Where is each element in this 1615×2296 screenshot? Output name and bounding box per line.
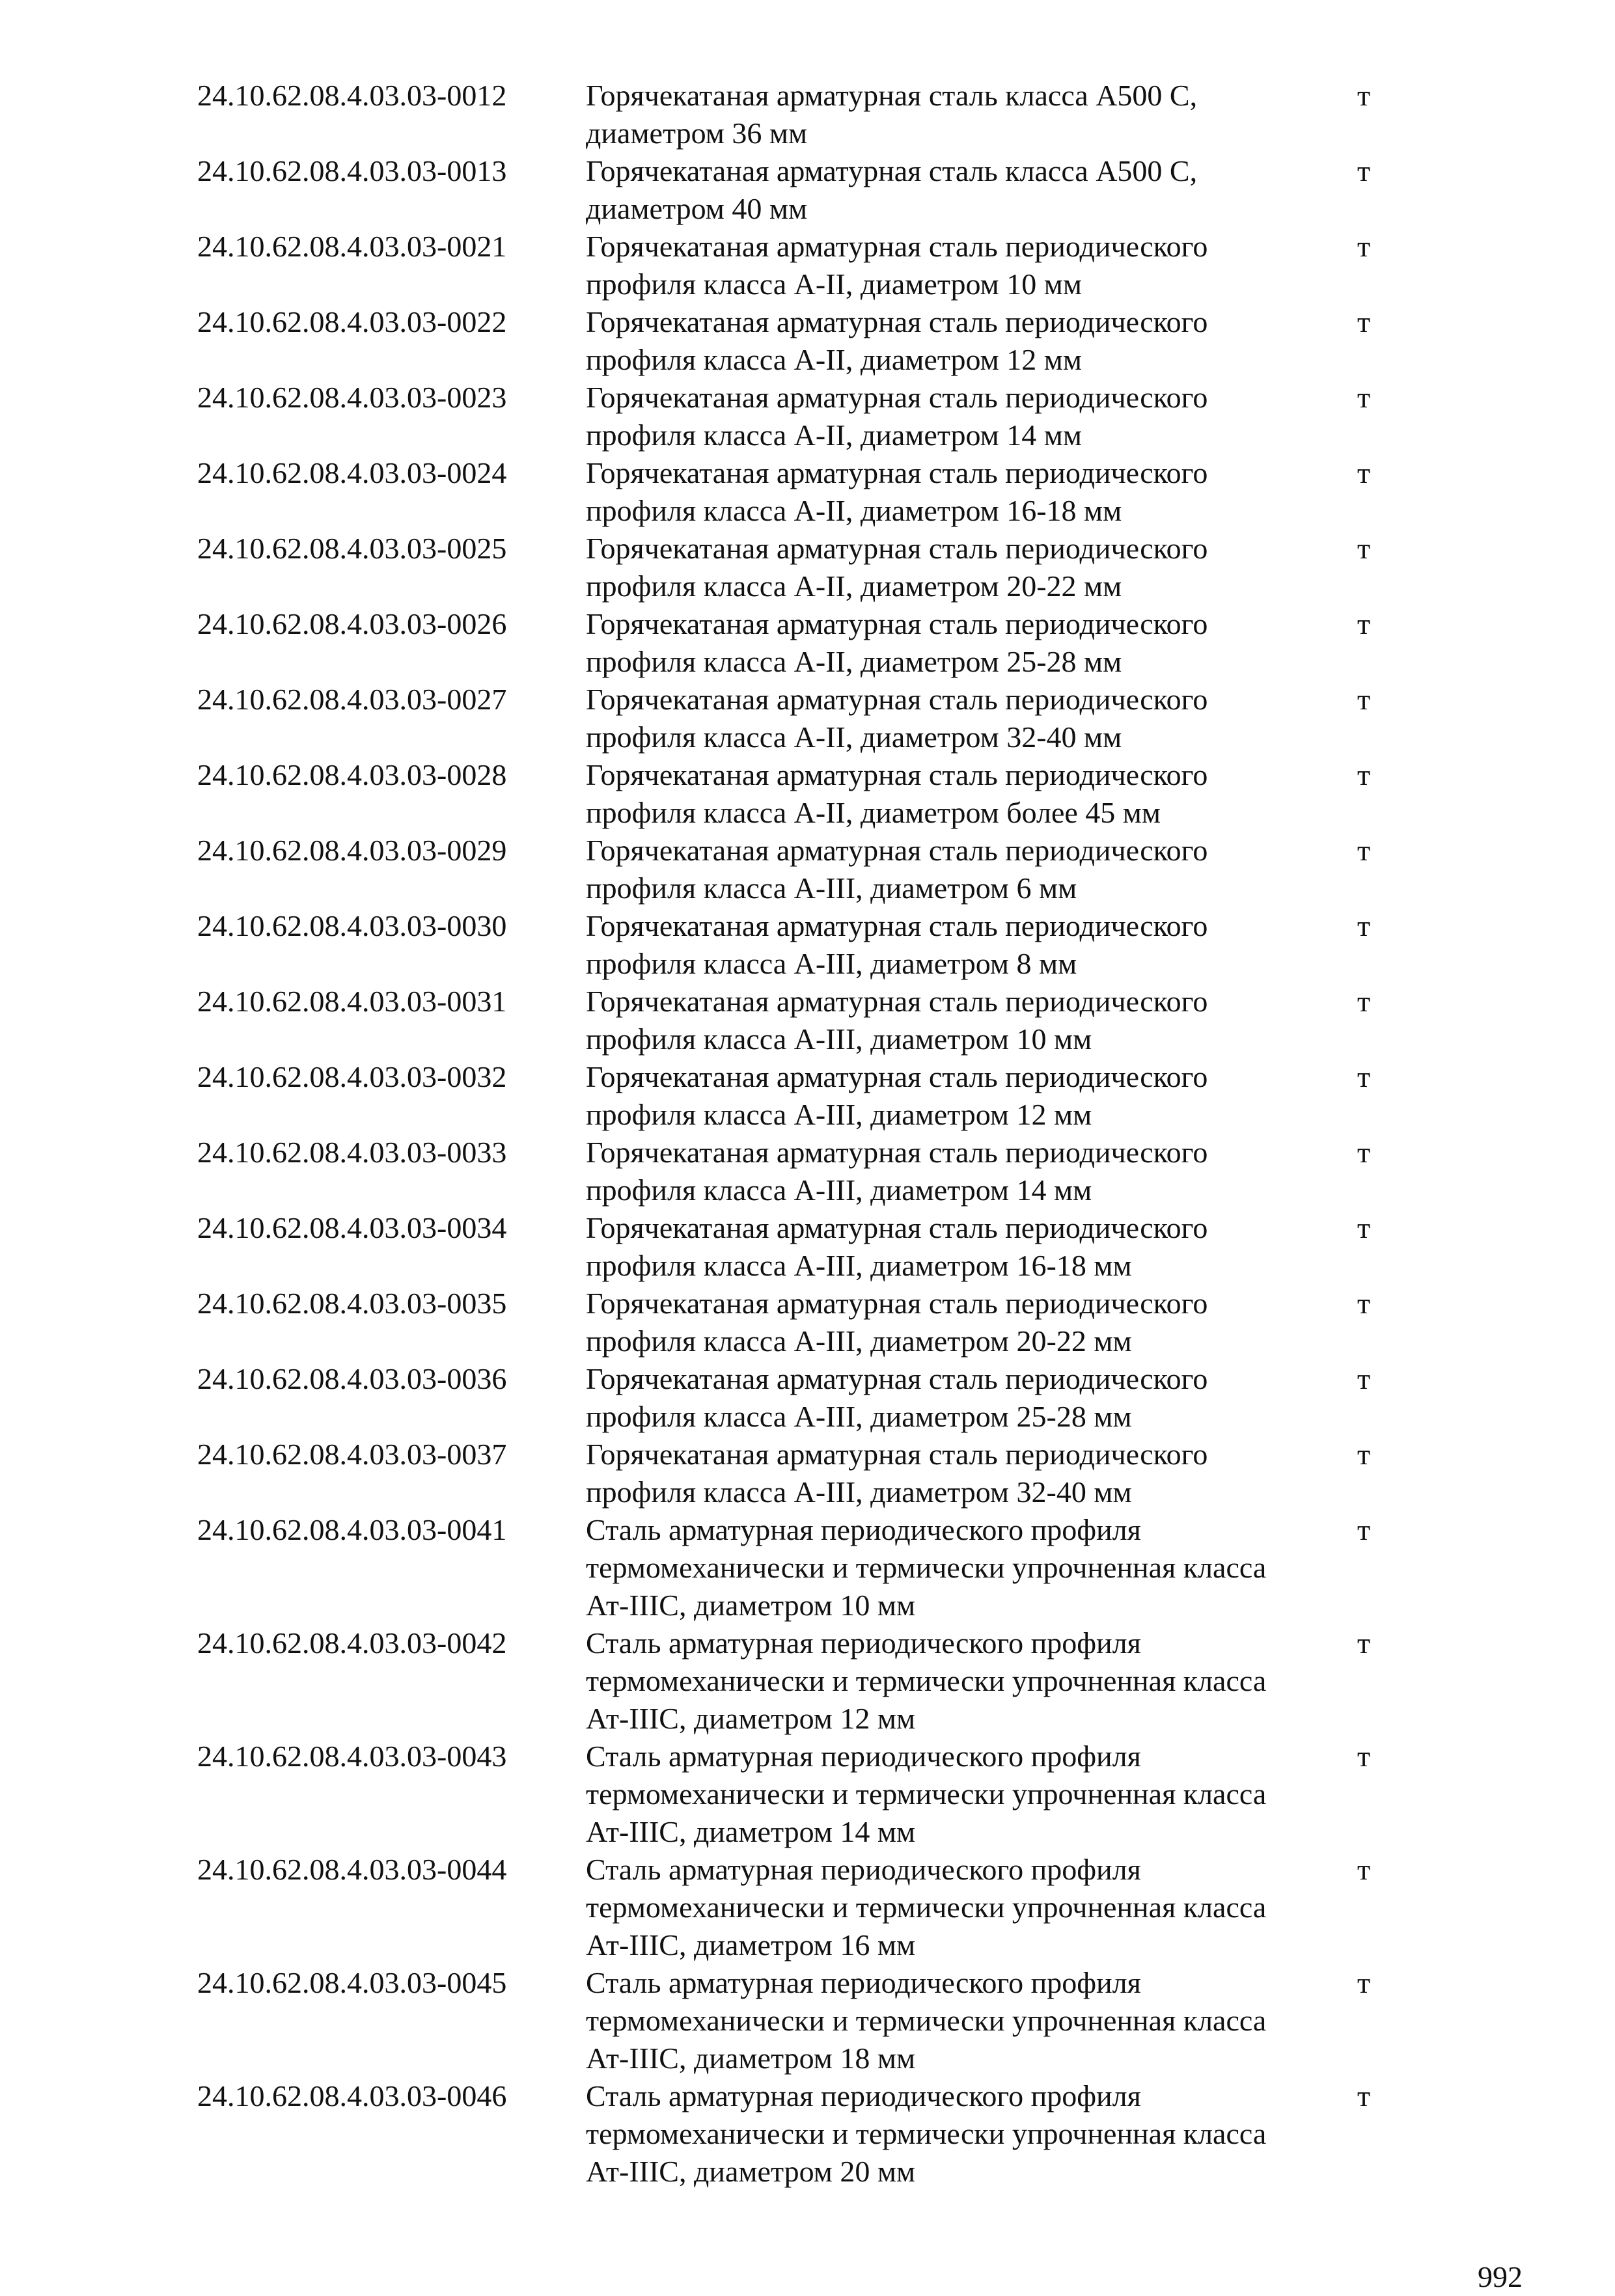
resource-table: [197, 77, 1395, 2191]
table-row: [197, 454, 1395, 530]
resource-name-line: Горячекатаная арматурная сталь периодического: [586, 1438, 1208, 1471]
resource-name-line: профиля класса А-III, диаметром 32-40 мм: [586, 1475, 1132, 1509]
resource-name-line: термомеханически и термически упрочненная класса: [586, 1891, 1267, 1924]
resource-name-line: профиля класса А-III, диаметром 6 мм: [586, 871, 1077, 905]
resource-name: [586, 228, 1357, 303]
resource-name: [586, 454, 1357, 530]
unit-of-measure: т: [1357, 1626, 1371, 1660]
resource-name-line: Ат-IIIС, диаметром 14 мм: [586, 1815, 916, 1848]
resource-code: 24.10.62.08.4.03.03-0037: [197, 1438, 507, 1471]
unit-of-measure: т: [1357, 1287, 1371, 1320]
unit-of-measure: т: [1357, 1740, 1371, 1773]
resource-name-line: профиля класса А-III, диаметром 25-28 мм: [586, 1400, 1132, 1433]
resource-name-line: Горячекатаная арматурная сталь периодического: [586, 1362, 1208, 1395]
resource-name: [586, 303, 1357, 379]
resource-name: [586, 1624, 1357, 1738]
unit-of-measure: т: [1357, 1362, 1371, 1395]
resource-name-line: Горячекатаная арматурная сталь периодического: [586, 1060, 1208, 1093]
resource-code: 24.10.62.08.4.03.03-0025: [197, 532, 507, 565]
resource-name-line: Горячекатаная арматурная сталь периодического: [586, 230, 1208, 263]
table-row: [197, 756, 1395, 832]
unit-of-measure: т: [1357, 985, 1371, 1018]
unit-of-measure: т: [1357, 79, 1371, 112]
resource-name: [586, 907, 1357, 983]
unit-of-measure: т: [1357, 532, 1371, 565]
resource-name: [586, 1209, 1357, 1285]
resource-code: 24.10.62.08.4.03.03-0030: [197, 909, 507, 942]
table-row: [197, 1964, 1395, 2077]
resource-name-line: термомеханически и термически упрочненная класса: [586, 2004, 1267, 2037]
resource-name: [586, 681, 1357, 756]
resource-name: [586, 1134, 1357, 1209]
unit-of-measure: т: [1357, 1853, 1371, 1886]
resource-code: 24.10.62.08.4.03.03-0012: [197, 79, 507, 112]
table-row: [197, 228, 1395, 303]
resource-name: [586, 1851, 1357, 1964]
resource-name: [586, 77, 1357, 152]
resource-name: [586, 1058, 1357, 1134]
resource-name-line: Сталь арматурная периодического профиля: [586, 1626, 1141, 1660]
resource-name-line: профиля класса А-II, диаметром 32-40 мм: [586, 720, 1122, 754]
resource-name-line: Горячекатаная арматурная сталь класса А500 С,: [586, 154, 1198, 187]
unit-of-measure: т: [1357, 683, 1371, 716]
table-row: [197, 1058, 1395, 1134]
resource-name: [586, 530, 1357, 605]
resource-name: [586, 983, 1357, 1058]
table-row: [197, 303, 1395, 379]
resource-code: 24.10.62.08.4.03.03-0036: [197, 1362, 507, 1395]
resource-name: [586, 379, 1357, 454]
unit-of-measure: т: [1357, 1438, 1371, 1471]
resource-name-line: Горячекатаная арматурная сталь периодического: [586, 1136, 1208, 1169]
resource-name-line: Горячекатаная арматурная сталь периодического: [586, 381, 1208, 414]
resource-name-line: Сталь арматурная периодического профиля: [586, 1513, 1141, 1546]
resource-code: 24.10.62.08.4.03.03-0021: [197, 230, 507, 263]
unit-of-measure: т: [1357, 1966, 1371, 1999]
resource-name: [586, 1511, 1357, 1624]
resource-name-line: профиля класса А-III, диаметром 12 мм: [586, 1098, 1092, 1131]
table-row: [197, 1511, 1395, 1624]
resource-name: [586, 605, 1357, 681]
table-row: [197, 1851, 1395, 1964]
resource-name-line: профиля класса А-III, диаметром 10 мм: [586, 1022, 1092, 1056]
resource-code: 24.10.62.08.4.03.03-0028: [197, 758, 507, 791]
unit-of-measure: т: [1357, 607, 1371, 640]
resource-name-line: Горячекатаная арматурная сталь периодического: [586, 985, 1208, 1018]
unit-of-measure: т: [1357, 1211, 1371, 1244]
resource-code: 24.10.62.08.4.03.03-0029: [197, 834, 507, 867]
table-row: [197, 152, 1395, 228]
resource-name: [586, 1964, 1357, 2077]
resource-name-line: профиля класса А-II, диаметром 12 мм: [586, 343, 1082, 376]
resource-name-line: Сталь арматурная периодического профиля: [586, 1740, 1141, 1773]
table-row: [197, 681, 1395, 756]
resource-name-line: термомеханически и термически упрочненная класса: [586, 1664, 1267, 1697]
table-row: [197, 1209, 1395, 1285]
table-row: [197, 983, 1395, 1058]
resource-name-line: Ат-IIIС, диаметром 18 мм: [586, 2042, 916, 2075]
resource-code: 24.10.62.08.4.03.03-0044: [197, 1853, 507, 1886]
resource-name: [586, 756, 1357, 832]
resource-name-line: Горячекатаная арматурная сталь периодического: [586, 456, 1208, 489]
table-row: [197, 832, 1395, 907]
resource-name: [586, 152, 1357, 228]
resource-code: 24.10.62.08.4.03.03-0022: [197, 305, 507, 338]
resource-code: 24.10.62.08.4.03.03-0045: [197, 1966, 507, 1999]
table-row: [197, 530, 1395, 605]
resource-name: [586, 1738, 1357, 1851]
resource-code: 24.10.62.08.4.03.03-0027: [197, 683, 507, 716]
resource-code: 24.10.62.08.4.03.03-0035: [197, 1287, 507, 1320]
page-number: 992: [1478, 2260, 1523, 2293]
resource-name-line: профиля класса А-III, диаметром 14 мм: [586, 1173, 1092, 1207]
resource-name-line: Горячекатаная арматурная сталь периодического: [586, 758, 1208, 791]
resource-name-line: Сталь арматурная периодического профиля: [586, 1853, 1141, 1886]
resource-name-line: Горячекатаная арматурная сталь периодического: [586, 305, 1208, 338]
resource-name-line: профиля класса А-II, диаметром 10 мм: [586, 267, 1082, 301]
resource-name: [586, 2077, 1357, 2191]
table-row: [197, 1436, 1395, 1511]
resource-name-line: диаметром 36 мм: [586, 116, 808, 150]
unit-of-measure: т: [1357, 909, 1371, 942]
table-row: [197, 379, 1395, 454]
resource-code: 24.10.62.08.4.03.03-0023: [197, 381, 507, 414]
table-row: [197, 2077, 1395, 2191]
resource-name-line: термомеханически и термически упрочненная класса: [586, 1551, 1267, 1584]
resource-code: 24.10.62.08.4.03.03-0013: [197, 154, 507, 187]
resource-name: [586, 1436, 1357, 1511]
table-row: [197, 77, 1395, 152]
table-row: [197, 1624, 1395, 1738]
resource-code: 24.10.62.08.4.03.03-0026: [197, 607, 507, 640]
resource-name-line: Горячекатаная арматурная сталь периодического: [586, 834, 1208, 867]
resource-name-line: термомеханически и термически упрочненная класса: [586, 2117, 1267, 2150]
table-row: [197, 1738, 1395, 1851]
resource-name: [586, 1285, 1357, 1360]
resource-name-line: профиля класса А-III, диаметром 20-22 мм: [586, 1324, 1132, 1358]
resource-name-line: Горячекатаная арматурная сталь класса А500 С,: [586, 79, 1198, 112]
resource-name-line: Ат-IIIС, диаметром 10 мм: [586, 1589, 916, 1622]
unit-of-measure: т: [1357, 758, 1371, 791]
unit-of-measure: т: [1357, 381, 1371, 414]
table-row: [197, 1285, 1395, 1360]
unit-of-measure: т: [1357, 305, 1371, 338]
resource-name-line: Горячекатаная арматурная сталь периодического: [586, 1211, 1208, 1244]
resource-name-line: Ат-IIIС, диаметром 16 мм: [586, 1928, 916, 1961]
resource-name-line: Горячекатаная арматурная сталь периодического: [586, 532, 1208, 565]
resource-name-line: диаметром 40 мм: [586, 192, 808, 225]
resource-name-line: Горячекатаная арматурная сталь периодического: [586, 909, 1208, 942]
unit-of-measure: т: [1357, 1136, 1371, 1169]
resource-name-line: профиля класса А-II, диаметром 20-22 мм: [586, 569, 1122, 603]
resource-name-line: Ат-IIIС, диаметром 20 мм: [586, 2155, 916, 2188]
resource-name-line: профиля класса А-III, диаметром 16-18 мм: [586, 1249, 1132, 1282]
resource-name-line: профиля класса А-III, диаметром 8 мм: [586, 947, 1077, 980]
unit-of-measure: т: [1357, 2079, 1371, 2112]
resource-code: 24.10.62.08.4.03.03-0046: [197, 2079, 507, 2112]
resource-code: 24.10.62.08.4.03.03-0024: [197, 456, 507, 489]
unit-of-measure: т: [1357, 154, 1371, 187]
table-row: [197, 907, 1395, 983]
resource-code: 24.10.62.08.4.03.03-0042: [197, 1626, 507, 1660]
resource-code: 24.10.62.08.4.03.03-0032: [197, 1060, 507, 1093]
resource-name: [586, 1360, 1357, 1436]
resource-name-line: Горячекатаная арматурная сталь периодического: [586, 607, 1208, 640]
resource-name-line: профиля класса А-II, диаметром 16-18 мм: [586, 494, 1122, 527]
unit-of-measure: т: [1357, 230, 1371, 263]
resource-code: 24.10.62.08.4.03.03-0033: [197, 1136, 507, 1169]
resource-code: 24.10.62.08.4.03.03-0041: [197, 1513, 507, 1546]
unit-of-measure: т: [1357, 1513, 1371, 1546]
resource-code: 24.10.62.08.4.03.03-0031: [197, 985, 507, 1018]
resource-name-line: профиля класса А-II, диаметром более 45 мм: [586, 796, 1161, 829]
resource-code: 24.10.62.08.4.03.03-0034: [197, 1211, 507, 1244]
resource-code: 24.10.62.08.4.03.03-0043: [197, 1740, 507, 1773]
table-row: [197, 605, 1395, 681]
table-row: [197, 1134, 1395, 1209]
resource-name-line: Горячекатаная арматурная сталь периодического: [586, 683, 1208, 716]
table-row: [197, 1360, 1395, 1436]
unit-of-measure: т: [1357, 834, 1371, 867]
resource-name-line: Горячекатаная арматурная сталь периодического: [586, 1287, 1208, 1320]
resource-name-line: Сталь арматурная периодического профиля: [586, 2079, 1141, 2112]
resource-name-line: профиля класса А-II, диаметром 14 мм: [586, 418, 1082, 452]
unit-of-measure: т: [1357, 456, 1371, 489]
resource-name-line: термомеханически и термически упрочненная класса: [586, 1777, 1267, 1811]
unit-of-measure: т: [1357, 1060, 1371, 1093]
resource-name-line: профиля класса А-II, диаметром 25-28 мм: [586, 645, 1122, 678]
resource-name-line: Ат-IIIС, диаметром 12 мм: [586, 1702, 916, 1735]
resource-name: [586, 832, 1357, 907]
resource-name-line: Сталь арматурная периодического профиля: [586, 1966, 1141, 1999]
